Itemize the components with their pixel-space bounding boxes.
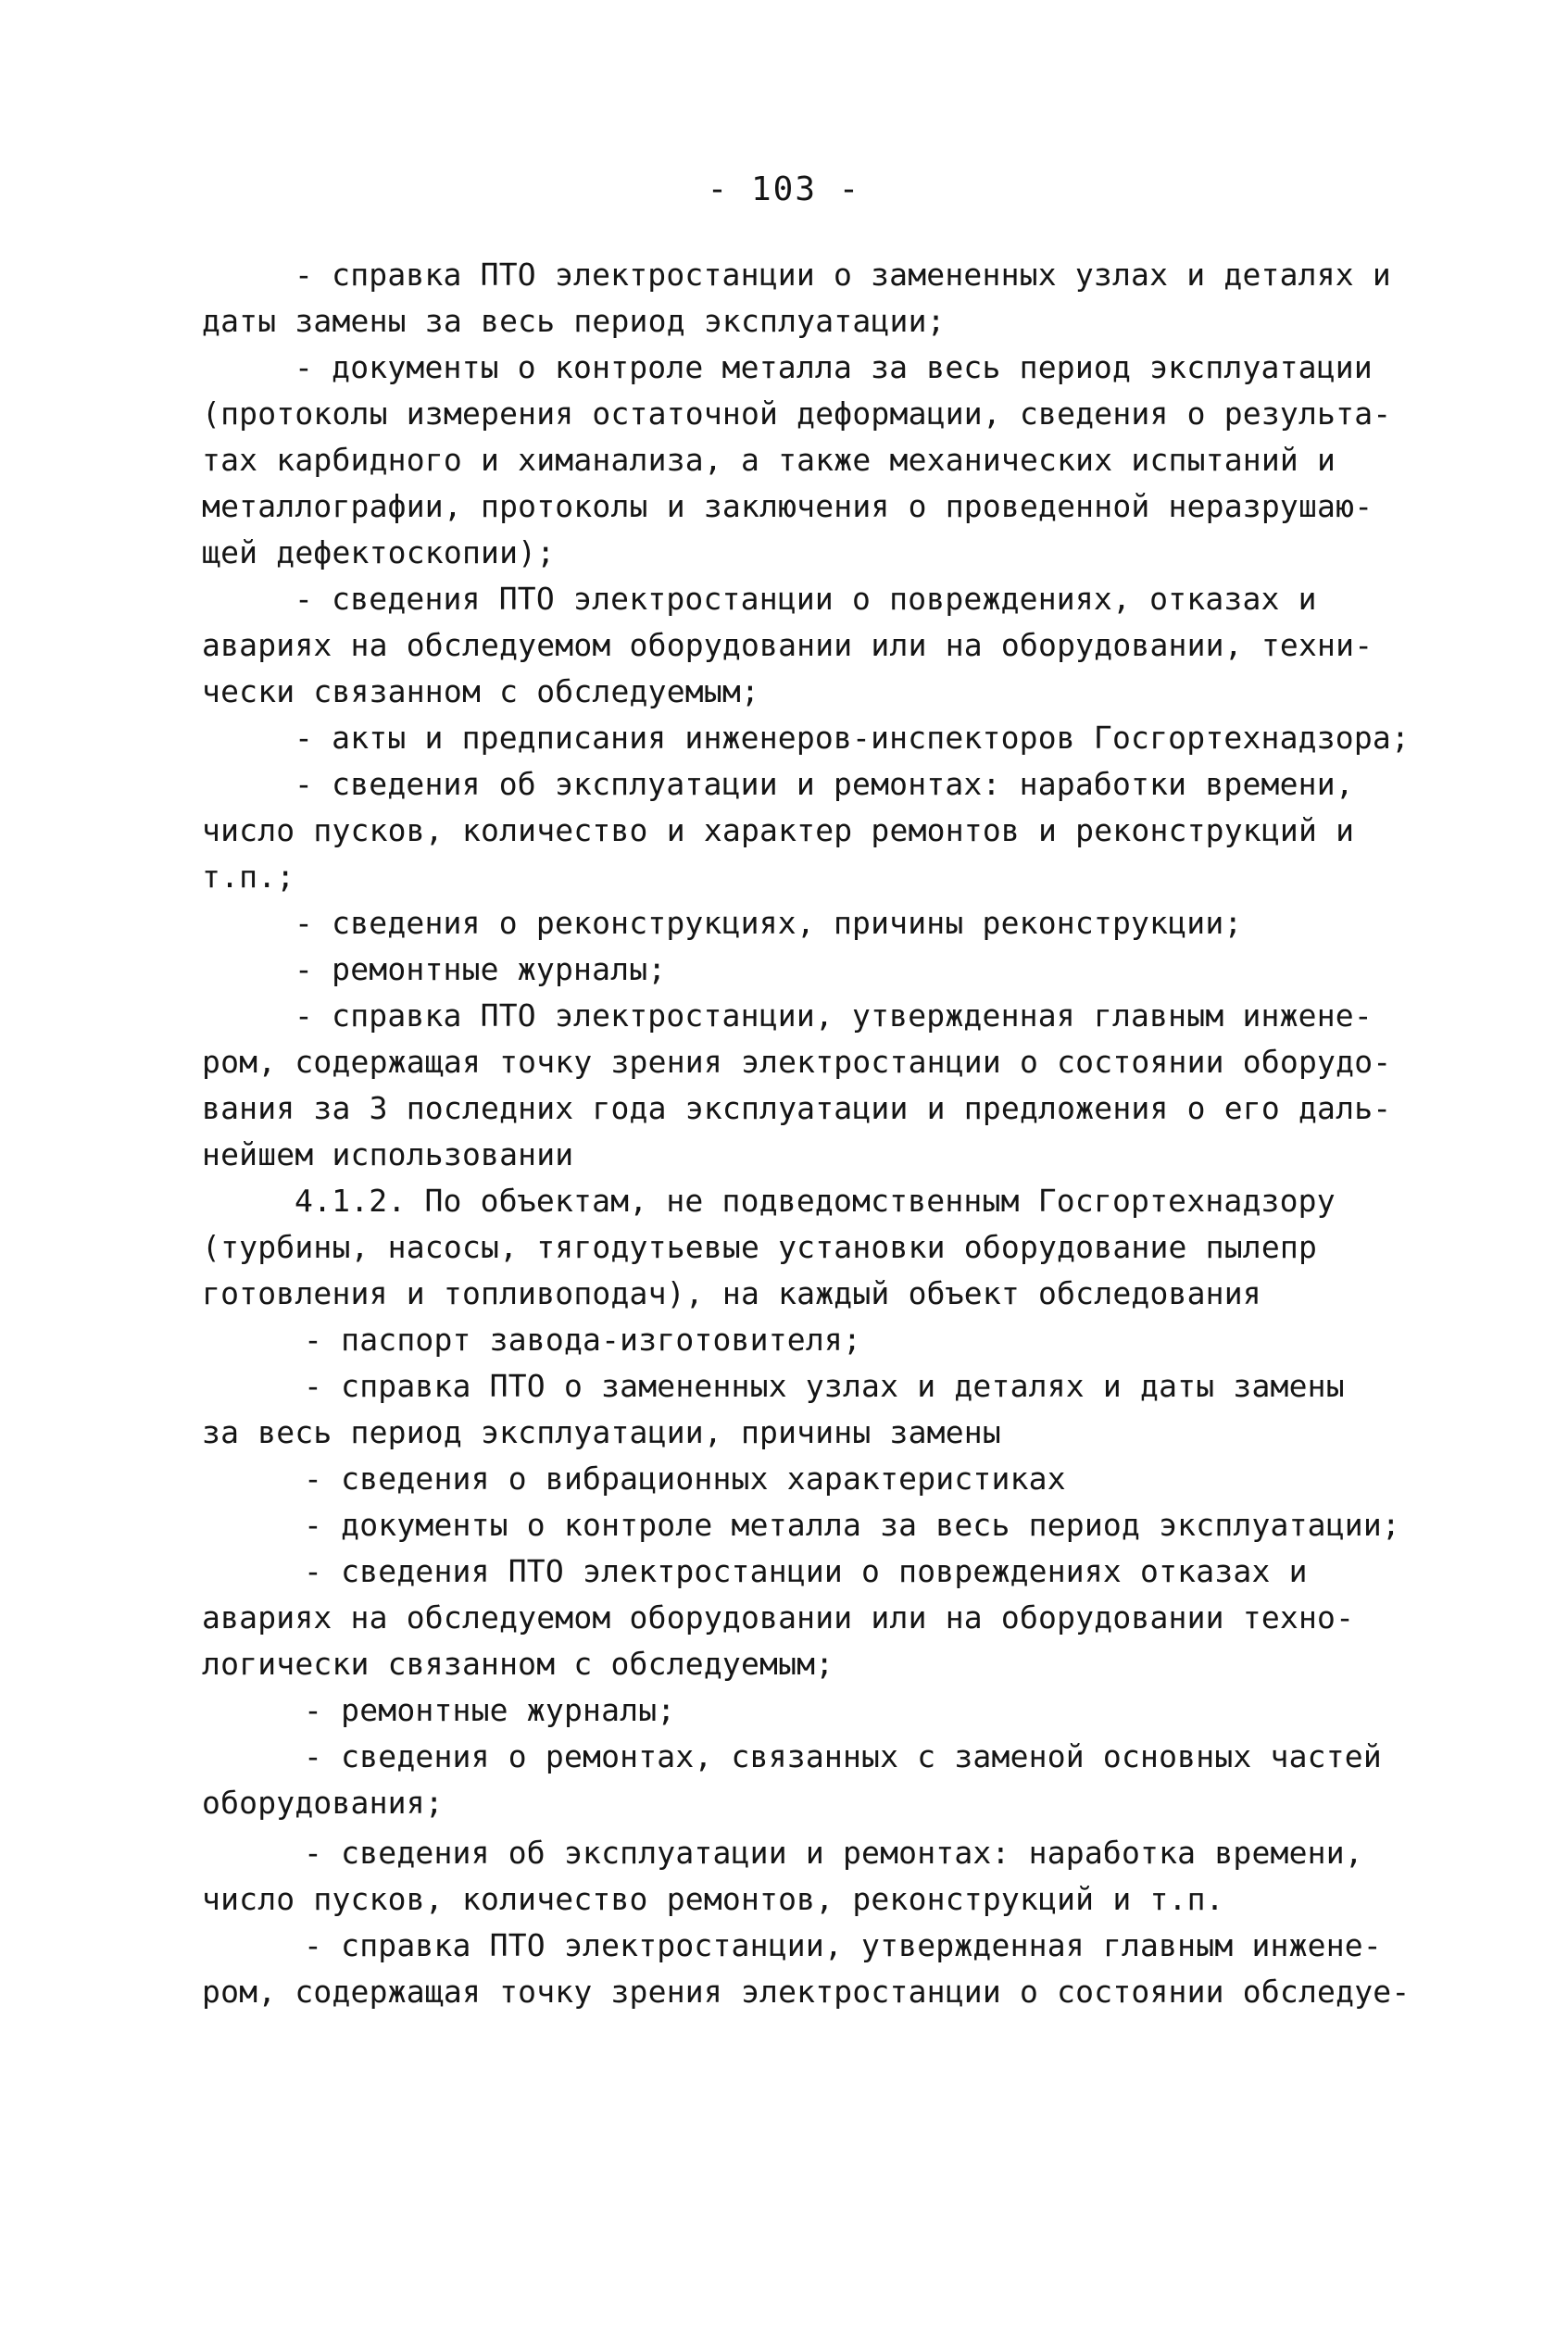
text-line: - справка ПТО о замененных узлах и деталях и даты замены (304, 1368, 1345, 1404)
section-heading-line: 4.1.2. По объектам, не подведомственным Госгортехнадзору (295, 1183, 1336, 1219)
text-line: - сведения об эксплуатации и ремонтах: наработки времени, (295, 766, 1354, 802)
text-line: щей дефектоскопии); (202, 534, 556, 570)
text-line: - акты и предписания инженеров-инспекторов Госгортехнадзора; (295, 720, 1411, 756)
text-line: - сведения ПТО электростанции о повреждениях отказах и (304, 1553, 1308, 1589)
text-line: - ремонтные журналы; (295, 951, 667, 987)
text-line: - справка ПТО электростанции о замененных узлах и деталях и (295, 257, 1391, 293)
text-line: - справка ПТО электростанции, утвержденная главным инжене- (295, 997, 1373, 1034)
text-line: - документы о контроле металла за весь период эксплуатации (295, 349, 1373, 385)
text-line: ром, содержащая точку зрения электростанции о состоянии обследуе- (202, 1974, 1411, 2010)
text-line: тах карбидного и химанализа, а также механических испытаний и (202, 442, 1336, 478)
text-line: - сведения об эксплуатации и ремонтах: наработка времени, (304, 1835, 1363, 1871)
text-line: нейшем использовании (202, 1136, 574, 1172)
text-line: ром, содержащая точку зрения электростанции о состоянии оборудо- (202, 1044, 1392, 1080)
text-line: - паспорт завода-изготовителя; (304, 1322, 862, 1358)
text-line: - ремонтные журналы; (304, 1692, 676, 1728)
text-line: число пусков, количество ремонтов, реконструкций и т.п. (202, 1881, 1224, 1917)
text-line: логически связанном с обследуемым; (202, 1646, 834, 1682)
page-number: - 103 - (707, 170, 861, 208)
text-line: металлографии, протоколы и заключения о проведенной неразрушаю- (202, 488, 1374, 524)
text-line: - сведения о реконструкциях, причины реконструкции; (295, 905, 1243, 941)
text-line: - сведения ПТО электростанции о повреждениях, отказах и (295, 581, 1317, 617)
text-line: даты замены за весь период эксплуатации; (202, 303, 946, 339)
text-line: число пусков, количество и характер ремонтов и реконструкций и (202, 812, 1355, 848)
text-line: за весь период эксплуатации, причины замены (202, 1414, 1001, 1450)
text-line: оборудования; (202, 1785, 444, 1821)
text-line: авариях на обследуемом оборудовании или на оборудовании техно- (202, 1599, 1355, 1636)
text-line: чески связанном с обследуемым; (202, 673, 760, 709)
text-line: т.п.; (202, 859, 295, 895)
text-line: - справка ПТО электростанции, утвержденная главным инжене- (304, 1927, 1382, 1963)
text-line: авариях на обследуемом оборудовании или на оборудовании, техни- (202, 627, 1374, 663)
text-line: вания за 3 последних года эксплуатации и предложения о его даль- (202, 1090, 1392, 1126)
text-line: (протоколы измерения остаточной деформации, сведения о результа- (202, 395, 1392, 432)
text-line: - документы о контроле металла за весь период эксплуатации; (304, 1507, 1400, 1543)
text-line: - сведения о вибрационных характеристиках (304, 1460, 1066, 1497)
text-line: (турбины, насосы, тягодутьевые установки оборудование пылепр (202, 1229, 1318, 1265)
text-line: готовления и топливоподач), на каждый объект обследования (202, 1275, 1261, 1311)
text-line: - сведения о ремонтах, связанных с заменой основных частей (304, 1738, 1382, 1774)
